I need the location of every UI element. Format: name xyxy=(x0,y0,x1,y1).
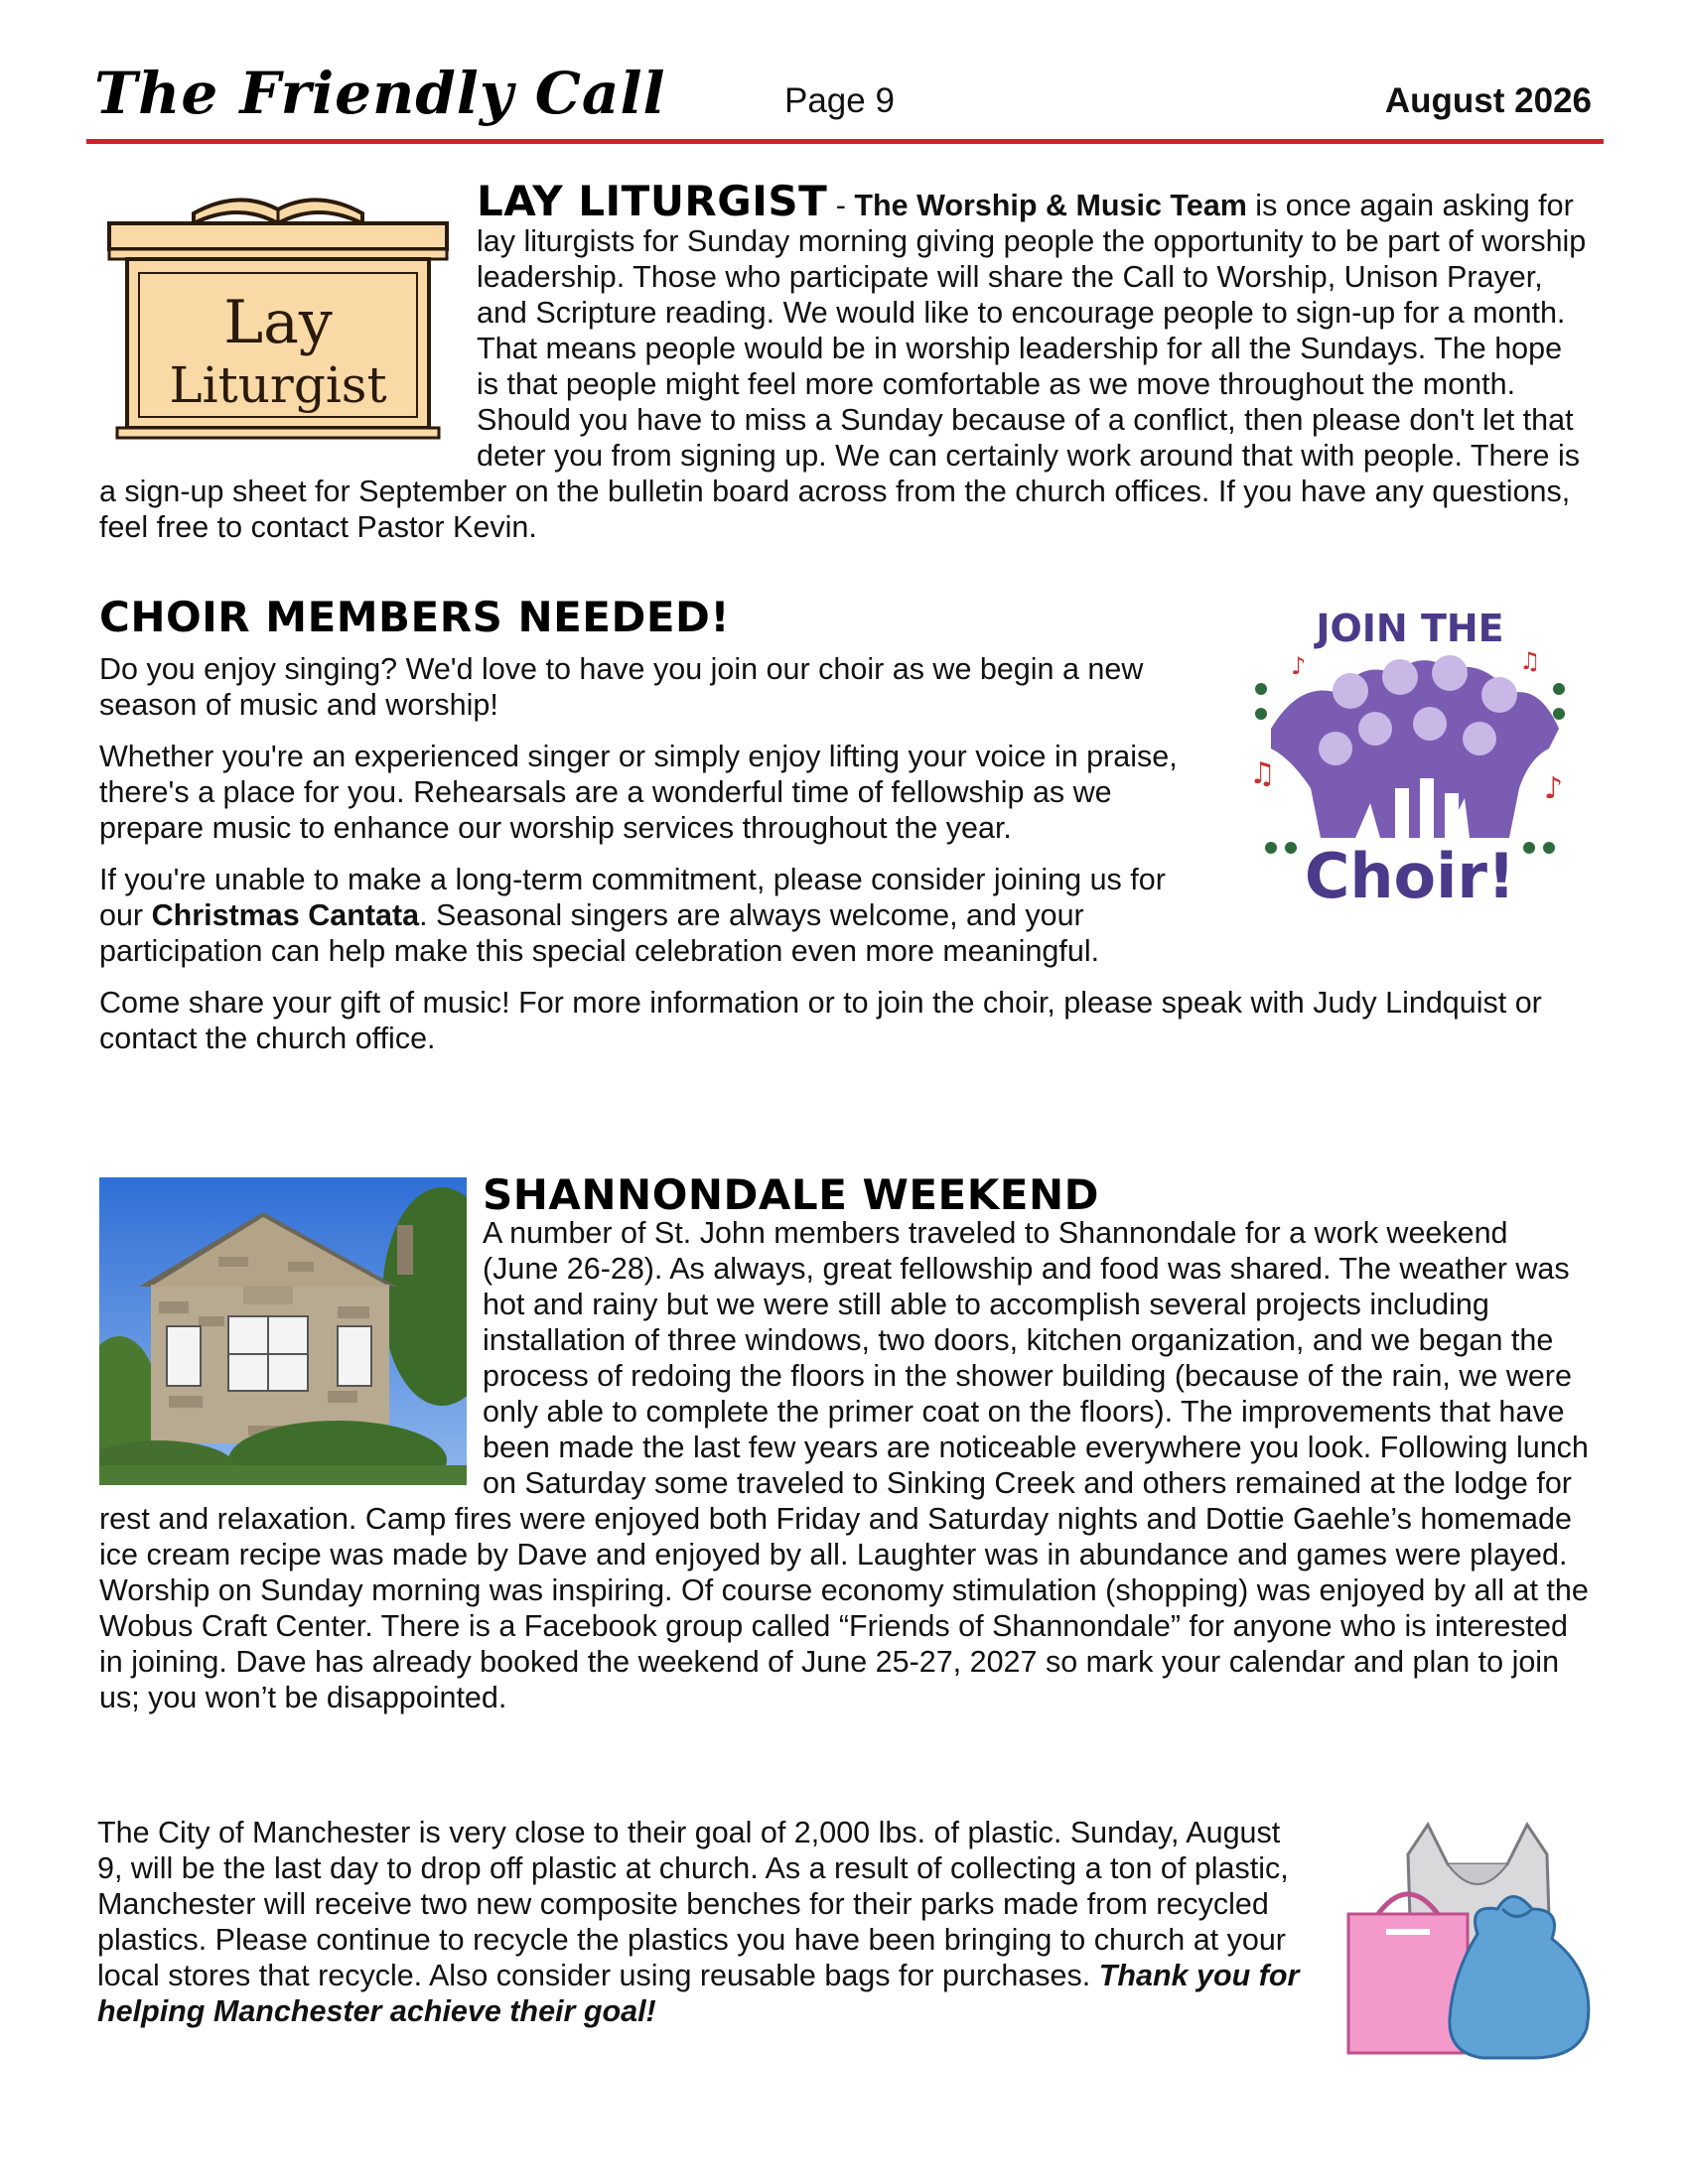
newsletter-masthead: The Friendly Call xyxy=(94,60,666,127)
choir-paragraph-2: Whether you're an experienced singer or simply enjoy lifting your voice in praise, there's a place for you. Rehearsals are a wonderful time of fellowship as we prepare music to enhance our worship services throughout the year. xyxy=(99,740,1178,845)
worship-team-name: The Worship & Music Team xyxy=(854,189,1247,222)
lay-liturgist-body: is once again asking for lay liturgists for Sunday morning giving people the opportunity to be part of worship leadership. Those who participate will share the Call to Worship, Unison Prayer, and Scripture reading. We would like to encourage people to sign-up for a month. That means people would be in worship leadership for all the Sundays. The hope is that people might feel more comfortable as we move throughout the month. Should you have to miss a Sunday because of a conflict, then please don't let that deter you from signing up. We can certainly work around that with people. There is a sign-up sheet for September on the bulletin board across from the church offices. If you have any questions, feel free to contact Pastor Kevin. xyxy=(99,189,1587,544)
shannondale-paragraph: A number of St. John members traveled to Shannondale for a work weekend (June 26-28). As always, great fellowship and food was shared. The weather was hot and rainy but we were still able to accomplish several projects including installation of three windows, two doors, kitchen organization, and we began the process of redoing the floors in the shower building (because of the rain, we were only able to complete the primer coat on the floors). The improvements that have been made the last few years are noticeable everywhere you look. Following lunch on Saturday some traveled to Sinking Creek and others remained at the lodge for rest and relaxation. Camp fires were enjoyed both Friday and Saturday nights and Dottie Gaehle’s homemade ice cream recipe was made by Dave and enjoyed by all. Laughter was in abundance and games were played. Worship on Sunday morning was inspiring. Of course economy stimulation (shopping) was enjoyed by all at the Wobus Craft Center. There is a Facebook group called “Friends of Shannondale” for anyone who is interested in joining. Dave has already booked the weekend of June 25-27, 2027 so mark your calendar and plan to join us; you won’t be disappointed. xyxy=(99,1216,1589,1714)
choir-image-text-bottom: Choir! xyxy=(1304,840,1516,907)
shannondale-heading: SHANNONDALE WEEKEND xyxy=(483,1170,1099,1219)
lay-liturgist-section xyxy=(99,177,1589,545)
reusable-bags-image xyxy=(1338,1815,1607,2063)
svg-text:♫: ♫ xyxy=(1249,756,1276,791)
plastic-body: The City of Manchester is very close to their goal of 2,000 lbs. of plastic. Sunday, August 9, will be the last day to drop off plastic at church. As a result of collecting a ton of plastic, Manchester will receive two new composite benches for their parks made from recycled plastics. Please continue to recycle the plastics you have been bringing to church at your local stores that recycle. Also consider using reusable bags for purchases. xyxy=(97,1816,1289,1992)
lay-image-caption-line2: Liturgist xyxy=(169,356,387,414)
lay-liturgist-dash: - xyxy=(827,189,855,222)
page-number: Page 9 xyxy=(784,81,895,120)
lay-liturgist-heading: LAY LITURGIST xyxy=(477,177,828,225)
choir-p3-text: If you're unable to make a long-term commitment, please consider joining us for our xyxy=(99,863,1166,932)
choir-paragraph-1: Do you enjoy singing? We'd love to have you join our choir as we begin a new season of music and worship! xyxy=(99,652,1144,722)
shannondale-section xyxy=(99,1170,1589,1715)
plastic-closing: Thank you for helping Manchester achieve their goal! xyxy=(97,1959,1300,2028)
choir-section xyxy=(99,593,1589,1072)
christmas-cantata: Christmas Cantata xyxy=(151,898,420,932)
svg-text:♫: ♫ xyxy=(1519,647,1541,675)
shannondale-lodge-photo xyxy=(99,1177,467,1485)
lay-image-caption-line1: Lay xyxy=(223,288,333,357)
svg-text:♪: ♪ xyxy=(1544,771,1564,806)
plastic-recycling-section xyxy=(97,1815,1607,2063)
choir-image-text-top: JOIN THE xyxy=(1316,607,1504,650)
choir-p3-text-end: . Seasonal singers are always welcome, and your participation can help make this special celebration even more meaningful. xyxy=(99,898,1100,968)
issue-date: August 2026 xyxy=(1384,81,1592,120)
choir-paragraph-4: Come share your gift of music! For more information or to join the choir, please speak with Judy Lindquist or contact the church office. xyxy=(99,986,1542,1055)
header-rule xyxy=(86,139,1604,144)
lay-liturgist-image xyxy=(99,184,457,442)
join-the-choir-image xyxy=(1231,600,1589,907)
choir-heading: CHOIR MEMBERS NEEDED! xyxy=(99,593,731,641)
svg-text:♪: ♪ xyxy=(1291,652,1307,680)
